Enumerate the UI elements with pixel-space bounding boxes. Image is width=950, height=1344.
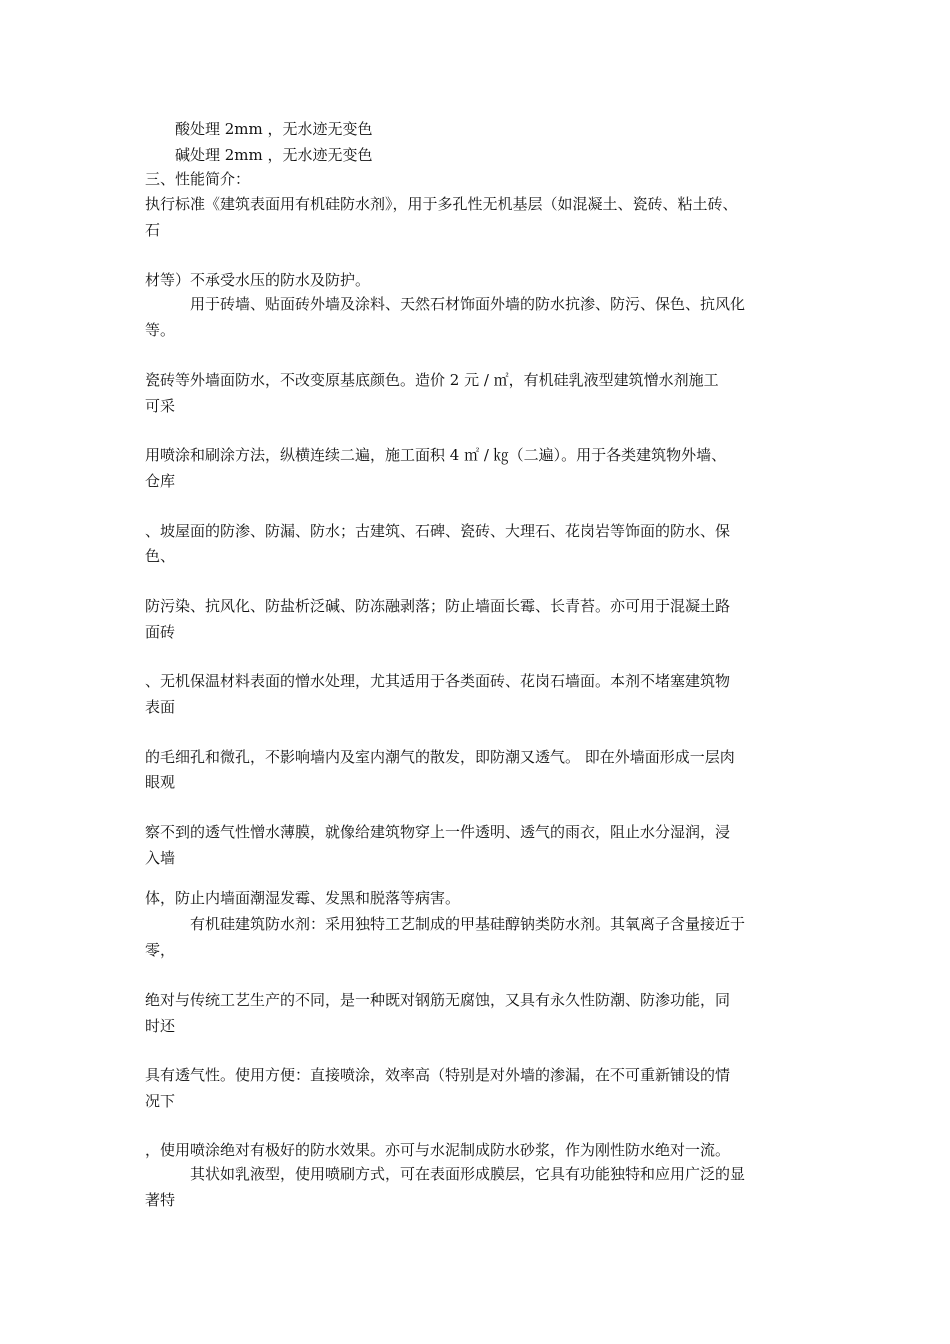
text-line: 其状如乳液型，使用喷刷方式，可在表面形成膜层，它具有功能独特和应用广泛的显 (145, 1165, 746, 1183)
text-line: 石 (145, 221, 161, 239)
text-line: 等。 (145, 321, 176, 339)
text-line: 、无机保温材料表面的憎水处理，尤其适用于各类面砖、花岗石墙面。本剂不堵塞建筑物 (145, 672, 731, 690)
text-line: 入墙 (145, 849, 176, 867)
text-line: 酸处理 2mm ，无水迹无变色 (145, 120, 373, 138)
text-line: 执行标准《建筑表面用有机硅防水剂》，用于多孔性无机基层（如混凝土、瓷砖、粘土砖、 (145, 195, 738, 213)
text-line: 具有透气性。使用方便：直接喷涂，效率高（特别是对外墙的渗漏，在不可重新铺设的情 (145, 1066, 731, 1084)
text-line: 表面 (145, 698, 176, 716)
text-line: 察不到的透气性憎水薄膜，就像给建筑物穿上一件透明、透气的雨衣，阻止水分湿润，浸 (145, 823, 731, 841)
text-line: 体，防止内墙面潮湿发霉、发黑和脱落等病害。 (145, 889, 461, 907)
text-line: 时还 (145, 1017, 176, 1035)
text-line: 防污染、抗风化、防盐析泛碱、防冻融剥落；防止墙面长霉、长青苔。亦可用于混凝土路 (145, 597, 731, 615)
text-line: 眼观 (145, 773, 176, 791)
text-line: 用喷涂和刷涂方法，纵横连续二遍，施工面积 4 ㎡ / ㎏（二遍）。用于各类建筑物外墙、 (145, 446, 727, 464)
text-line: 绝对与传统工艺生产的不同，是一种既对钢筋无腐蚀，又具有永久性防潮、防渗功能，同 (145, 991, 731, 1009)
section-heading: 三、性能简介： (145, 170, 251, 188)
text-line: ，使用喷涂绝对有极好的防水效果。亦可与水泥制成防水砂浆，作为刚性防水绝对一流。 (145, 1141, 731, 1159)
text-line: 用于砖墙、贴面砖外墙及涂料、天然石材饰面外墙的防水抗渗、防污、保色、抗风化 (145, 295, 746, 313)
text-line: 面砖 (145, 623, 176, 641)
text-line: 可采 (145, 397, 176, 415)
text-line: 的毛细孔和微孔，不影响墙内及室内潮气的散发，即防潮又透气。 即在外墙面形成一层肉 (145, 748, 735, 766)
text-line: 零， (145, 941, 176, 959)
text-line: 有机硅建筑防水剂：采用独特工艺制成的甲基硅醇钠类防水剂。其氧离子含量接近于 (145, 915, 746, 933)
text-line: 碱处理 2mm ，无水迹无变色 (145, 146, 373, 164)
text-line: 况下 (145, 1092, 176, 1110)
text-line: 著特 (145, 1191, 176, 1209)
text-line: 色、 (145, 547, 176, 565)
text-line: 材等）不承受水压的防水及防护。 (145, 271, 371, 289)
text-line: 、坡屋面的防渗、防漏、防水；古建筑、石碑、瓷砖、大理石、花岗岩等饰面的防水、保 (145, 522, 731, 540)
text-line: 仓库 (145, 472, 176, 490)
text-line: 瓷砖等外墙面防水，不改变原基底颜色。造价 2 元 / ㎡，有机硅乳液型建筑憎水剂施工 (145, 371, 719, 389)
